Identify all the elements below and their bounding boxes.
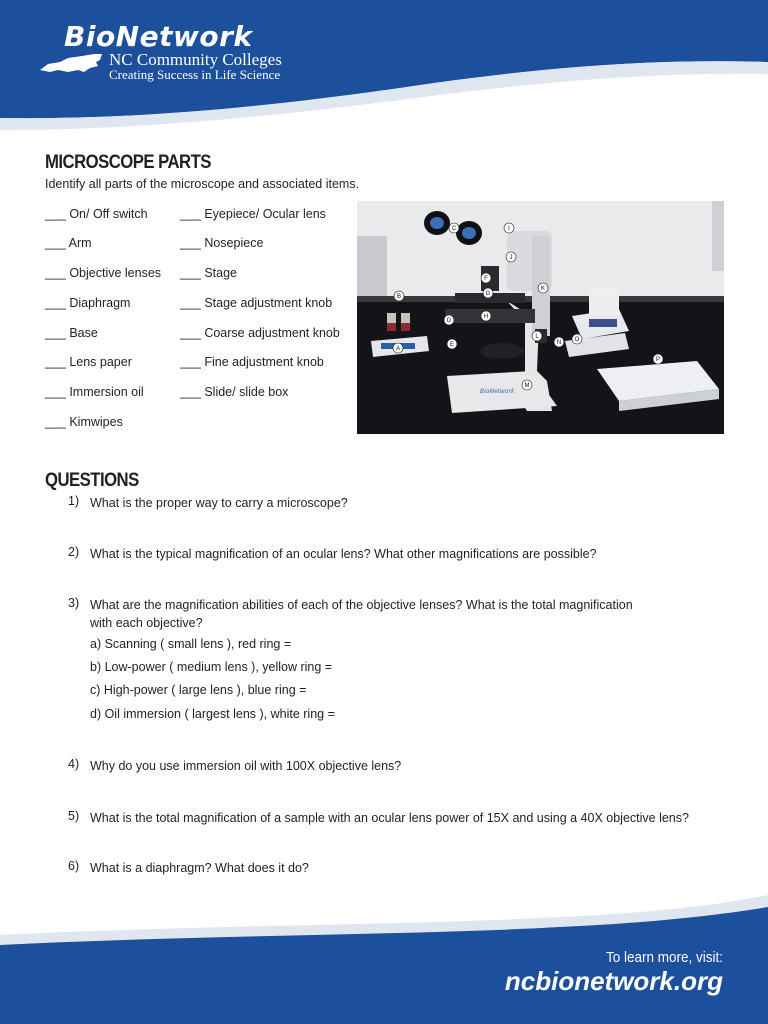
photo-label-c: C — [451, 226, 457, 232]
photo-label-p: P — [655, 357, 661, 363]
part-item: ___ Stage — [180, 266, 237, 280]
photo-box-text: BioNetwork — [480, 388, 515, 395]
part-item: ___ Arm — [45, 236, 92, 250]
photo-label-m: M — [524, 383, 530, 389]
question-text: What is the typical magnification of an ocular lens? What other magnifications are possible? — [90, 547, 597, 561]
photo-label-d: D — [446, 318, 452, 324]
part-item: ___ Immersion oil — [45, 385, 144, 399]
part-item: ___ Objective lenses — [45, 266, 162, 280]
question-number: 6) — [68, 859, 80, 873]
question-text: Why do you use immersion oil with 100X objective lens? — [90, 759, 402, 773]
photo-label-h: H — [483, 314, 489, 320]
part-item: ___ Stage adjustment knob — [180, 296, 333, 310]
sub-item: d) Oil immersion ( largest lens ), white ring = — [90, 707, 335, 721]
photo-label-g: G — [485, 291, 491, 297]
question-text: What are the magnification abilities of each of the objective lenses? What is the total magnification — [90, 598, 633, 612]
photo-label-j: J — [509, 255, 513, 261]
part-item: ___ Diaphragm — [45, 296, 131, 310]
question-text: What is the proper way to carry a microscope? — [90, 496, 348, 510]
photo-label-k: K — [540, 286, 546, 292]
question-text-continued: with each objective? — [90, 616, 203, 630]
sub-item: b) Low-power ( medium lens ), yellow ring = — [90, 660, 333, 674]
question-number: 4) — [68, 757, 80, 771]
part-item: ___ Eyepiece/ Ocular lens — [180, 207, 326, 221]
part-item: ___ On/ Off switch — [45, 207, 148, 221]
question-number: 2) — [68, 545, 80, 559]
question-number: 3) — [68, 596, 80, 610]
microscope-photo — [357, 201, 724, 434]
parts-instructions: Identify all parts of the microscope and associated items. — [45, 177, 360, 191]
bionetwork-logo: BioNetwork — [64, 20, 253, 53]
question-text: What is a diaphragm? What does it do? — [90, 861, 309, 875]
logo-subtitle: NC Community Colleges — [109, 50, 282, 69]
part-item: ___ Kimwipes — [45, 415, 123, 429]
part-item: ___ Fine adjustment knob — [180, 355, 324, 369]
logo-tagline: Creating Success in Life Science — [109, 67, 281, 82]
question-number: 1) — [68, 494, 80, 508]
north-carolina-map-icon — [38, 52, 104, 74]
footer-cta: To learn more, visit: — [605, 949, 723, 966]
photo-label-f: F — [484, 276, 488, 282]
photo-label-b: B — [396, 294, 402, 300]
photo-label-i: I — [508, 226, 510, 232]
sub-item: c) High-power ( large lens ), blue ring = — [90, 683, 307, 697]
photo-label-l: L — [535, 334, 539, 340]
sub-item: a) Scanning ( small lens ), red ring = — [90, 637, 292, 651]
part-item: ___ Slide/ slide box — [180, 385, 289, 399]
footer-website-link[interactable]: ncbionetwork.org — [504, 966, 723, 996]
part-item: ___ Nosepiece — [180, 236, 264, 250]
photo-label-e: E — [449, 342, 455, 348]
parts-title: MICROSCOPE PARTS — [45, 152, 211, 173]
photo-label-a: A — [395, 346, 401, 352]
questions-title: QUESTIONS — [45, 470, 139, 491]
part-item: ___ Coarse adjustment knob — [180, 326, 340, 340]
question-text: What is the total magnification of a sample with an ocular lens power of 15X and using a 40X objective lens? — [90, 811, 689, 825]
part-item: ___ Base — [45, 326, 98, 340]
photo-label-o: O — [574, 337, 580, 343]
question-number: 5) — [68, 809, 80, 823]
part-item: ___ Lens paper — [45, 355, 132, 369]
photo-label-n: N — [556, 340, 562, 346]
